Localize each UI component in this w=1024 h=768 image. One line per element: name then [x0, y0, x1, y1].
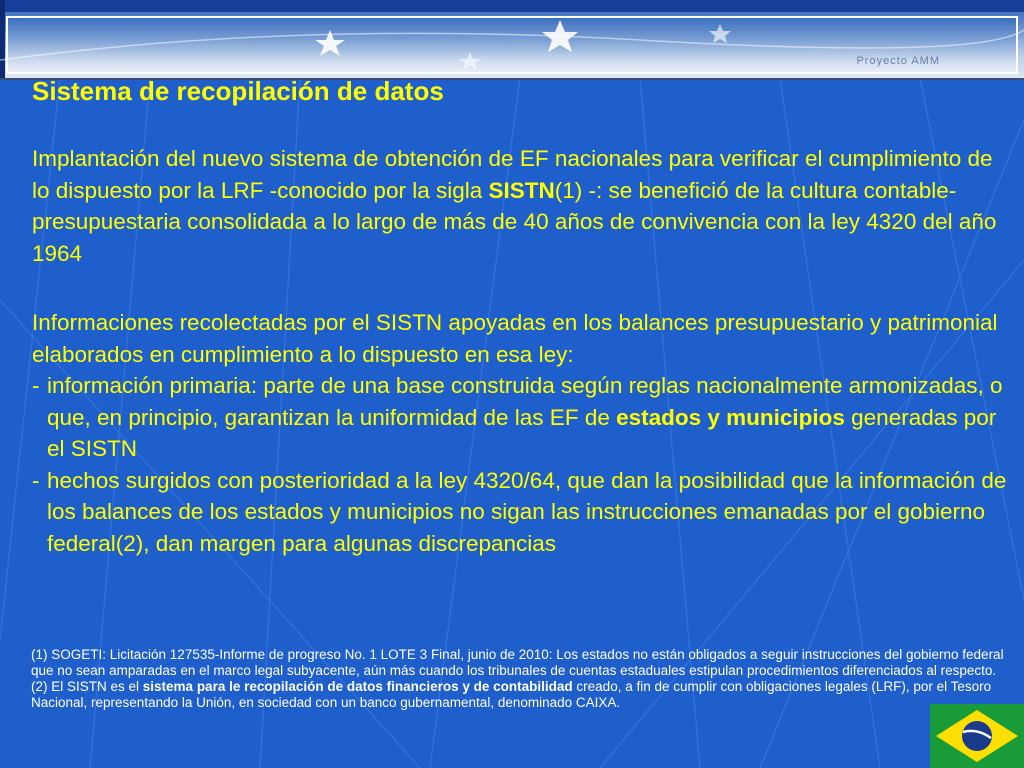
paragraph-1-text-after: (1) -: se benefició de la cultura contable-presupuestaria consolidada a lo largo de más de 40 años de convivencia con la ley 4320 del año 1964: [32, 177, 997, 266]
slide-title: Sistema de recopilación de datos: [32, 76, 444, 106]
paragraph-2: [32, 307, 1007, 559]
footnote-2-text-after: creado, a fin de cumplir con obligaciones legales (LRF), por el Tesoro Nacional, representando la Unión, en sociedad con un banco gubernamental, denominado CAIXA.: [31, 679, 992, 710]
footnote-2-bold: sistema para le recopilación de datos financieros y de contabilidad: [142, 679, 573, 694]
bullet-1-text: información primaria: parte de una base construida según reglas nacionalmente armonizadas, o que, en principio, garantizan la uniformidad de las EF de: [47, 373, 1003, 430]
footnote-1: (1) SOGETI: Licitación 127535-Informe de progreso No. 1 LOTE 3 Final, junio de 2010: Los estados no están obligados a seguir instrucciones del gobierno federal que no sean amparadas en el marco legal subyacente, aún más cuando los tribunales de cuentas estaduales estipulan procedimientos diferenciados al respecto.: [31, 647, 1004, 678]
bullet-dash: -: [32, 373, 40, 398]
bullet-item-2: [32, 465, 1007, 560]
bullet-2-text: hechos surgidos con posterioridad a la ley 4320/64, que dan la posibilidad que la información de los balances de los estados y municipios no sigan las instrucciones emanadas por el gobierno federal(2), dan margen para algunas discrepancias: [47, 467, 1007, 556]
banner-label: Proyecto AMM: [856, 55, 940, 67]
brazil-flag-icon: [930, 704, 1024, 768]
bullet-1-bold: estados y municipios: [616, 404, 845, 430]
paragraph-1-text: Implantación del nuevo sistema de obtención de EF nacionales para verificar el cumplimiento de lo dispuesto por la LRF -conocido por la sigla: [32, 146, 993, 203]
footnote-2-text: (2) El SISTN es el: [31, 679, 143, 694]
footnote-2: [31, 679, 1006, 711]
sistn-bold: SISTN: [488, 177, 555, 203]
header-banner: [0, 0, 1024, 80]
footnotes: [31, 647, 1006, 711]
paragraph-2-intro: Informaciones recolectadas por el SISTN apoyadas en los balances presupuestario y patrimonial elaborados en cumplimiento a lo dispuesto en esa ley:: [32, 310, 998, 367]
paragraph-1: [32, 143, 1007, 269]
bullet-1-text-after: generadas por el SISTN: [47, 404, 997, 461]
bullet-item-1: [32, 370, 1007, 465]
bullet-dash: -: [32, 467, 40, 493]
